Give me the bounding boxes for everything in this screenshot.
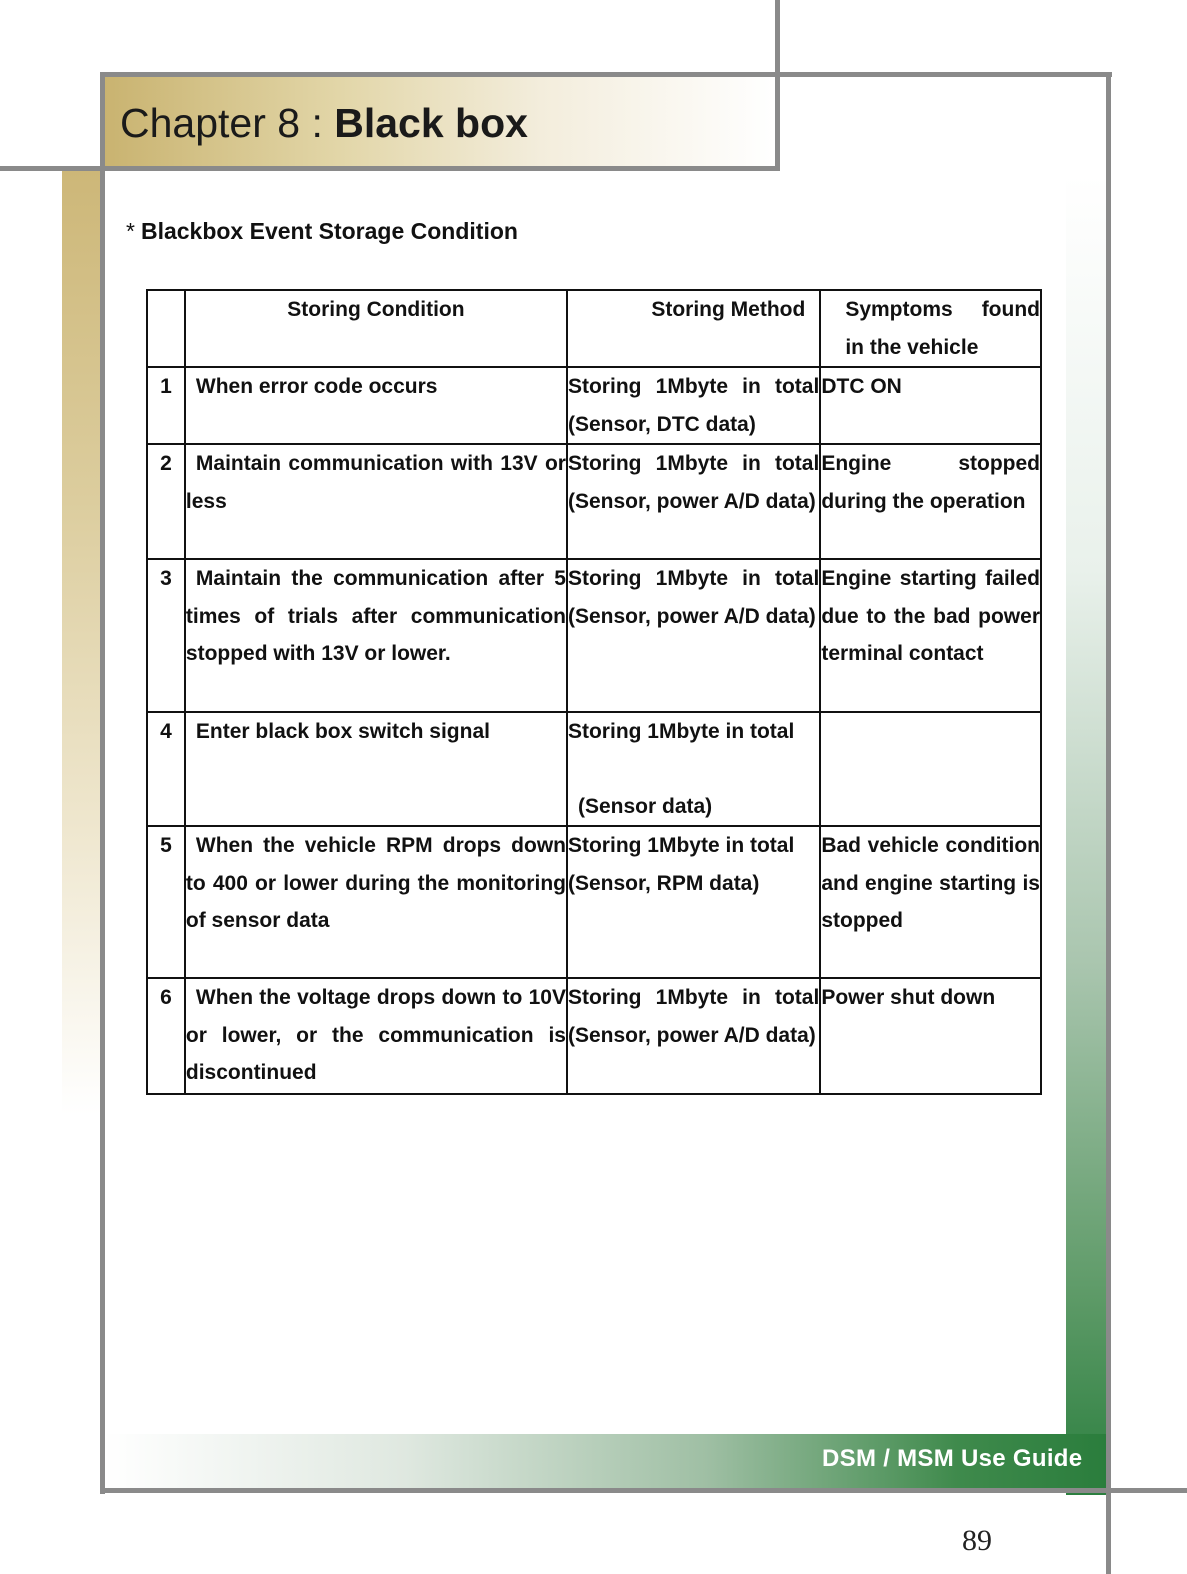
table-row [147, 712, 1041, 826]
row-method: Storing 1Mbyte in total (Sensor, power A/D data) [567, 444, 820, 559]
frame-left-line [100, 72, 105, 1494]
header-cell-symptom: Symptoms found in the vehicle [820, 290, 1041, 367]
row-number: 3 [147, 559, 185, 712]
row-condition: When the voltage drops down to 10V or lower, or the communication is discontinued [185, 978, 567, 1094]
row-condition: When error code occurs [185, 367, 567, 444]
row-number: 1 [147, 367, 185, 444]
footer-brand: DSM / MSM Use Guide [822, 1445, 1083, 1472]
header-cell-method: Storing Method [567, 290, 820, 367]
row-condition: Maintain communication with 13V or less [185, 444, 567, 559]
row-number: 5 [147, 826, 185, 978]
row-condition: Enter black box switch signal [185, 712, 567, 826]
storage-condition-table [146, 289, 1042, 1095]
right-green-band [1066, 175, 1108, 1495]
row-symptom: Power shut down [820, 978, 1041, 1094]
row-condition: Maintain the communication after 5 times of trials after communication stopped with 13V or lower. [185, 559, 567, 712]
row-number: 4 [147, 712, 185, 826]
row-method: Storing 1Mbyte in total (Sensor, power A/D data) [567, 559, 820, 712]
frame-title-horizontal [0, 166, 780, 171]
row-method: Storing 1Mbyte in total (Sensor, RPM data) [567, 826, 820, 978]
frame-right-line [1106, 72, 1111, 1574]
row-symptom [820, 712, 1041, 826]
table-row [147, 367, 1041, 444]
asterisk-icon: * [126, 218, 135, 244]
table-row [147, 978, 1041, 1094]
row-condition: When the vehicle RPM drops down to 400 or lower during the monitoring of sensor data [185, 826, 567, 978]
table-row [147, 559, 1041, 712]
row-symptom: DTC ON [820, 367, 1041, 444]
page-title: Chapter 8 : Black box [120, 100, 528, 146]
row-symptom: Bad vehicle condition and engine starting is stopped [820, 826, 1041, 978]
section-heading: * Blackbox Event Storage Condition [126, 218, 518, 244]
row-symptom: Engine starting failed due to the bad power terminal contact [820, 559, 1041, 712]
left-gold-band [62, 170, 102, 1115]
frame-bottom-line [100, 1488, 1187, 1493]
row-number: 6 [147, 978, 185, 1094]
row-symptom: Engine stopped during the operation [820, 444, 1041, 559]
table-header-row [147, 290, 1041, 367]
table-row [147, 826, 1041, 978]
row-number: 2 [147, 444, 185, 559]
header-cell-no [147, 290, 185, 367]
header-cell-condition: Storing Condition [185, 290, 567, 367]
row-method: Storing 1Mbyte in total (Sensor data) [567, 712, 820, 826]
row-method: Storing 1Mbyte in total (Sensor, power A/D data) [567, 978, 820, 1094]
frame-title-vertical [775, 0, 780, 170]
row-method: Storing 1Mbyte in total (Sensor, DTC data) [567, 367, 820, 444]
page-number: 89 [962, 1524, 992, 1557]
table-row [147, 444, 1041, 559]
frame-top-line [104, 72, 1112, 77]
